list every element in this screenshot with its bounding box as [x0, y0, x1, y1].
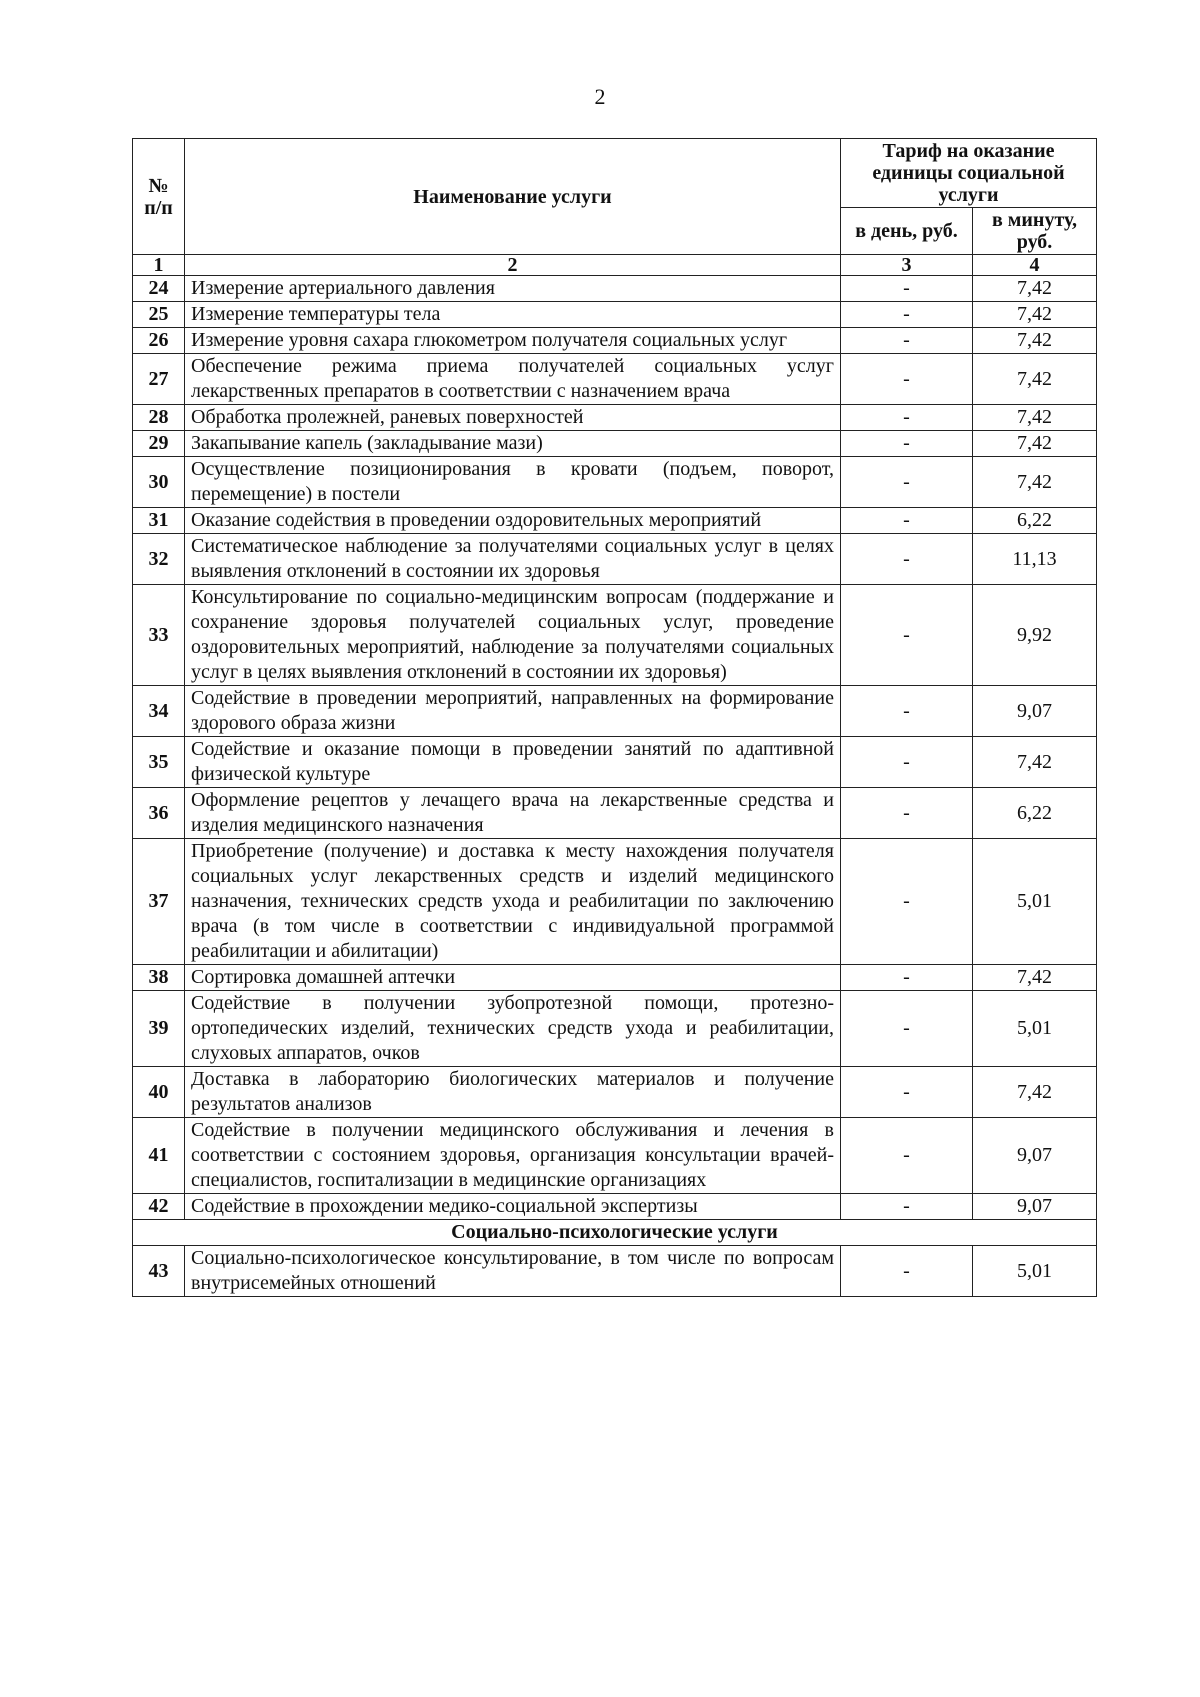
- tariff-per-minute: 7,42: [973, 737, 1097, 788]
- tariff-per-day: -: [841, 965, 973, 991]
- service-name: Измерение артериального давления: [185, 276, 841, 302]
- tariff-per-minute: 9,07: [973, 686, 1097, 737]
- service-name: Оформление рецептов у лечащего врача на лекарственные средства и изделия медицинского назначения: [185, 788, 841, 839]
- row-number: 30: [133, 457, 185, 508]
- service-name: Осуществление позиционирования в кровати (подъем, поворот, перемещение) в постели: [185, 457, 841, 508]
- service-name: Закапывание капель (закладывание мази): [185, 431, 841, 457]
- tariff-per-minute: 5,01: [973, 1246, 1097, 1297]
- tariff-per-day: -: [841, 991, 973, 1067]
- tariff-per-minute: 7,42: [973, 965, 1097, 991]
- table-row: [133, 991, 1097, 1067]
- tariff-per-minute: 7,42: [973, 328, 1097, 354]
- header-per-day: в день, руб.: [841, 208, 973, 255]
- table-row: [133, 1118, 1097, 1194]
- service-name: Обеспечение режима приема получателей социальных услуг лекарственных препаратов в соответствии с назначением врача: [185, 354, 841, 405]
- table-row: [133, 457, 1097, 508]
- tariff-per-minute: 9,92: [973, 585, 1097, 686]
- table-row: [133, 1246, 1097, 1297]
- row-number: 32: [133, 534, 185, 585]
- tariff-per-minute: 6,22: [973, 788, 1097, 839]
- tariff-table: [132, 138, 1097, 1297]
- tariff-per-day: -: [841, 737, 973, 788]
- column-number: 3: [841, 255, 973, 276]
- column-number: 1: [133, 255, 185, 276]
- tariff-per-day: -: [841, 1067, 973, 1118]
- page-number: 2: [594, 84, 606, 109]
- tariff-per-day: -: [841, 686, 973, 737]
- tariff-per-day: -: [841, 276, 973, 302]
- table-row: [133, 431, 1097, 457]
- tariff-per-minute: 7,42: [973, 276, 1097, 302]
- row-number: 28: [133, 405, 185, 431]
- section-body: [133, 1220, 1097, 1246]
- tariff-per-minute: 7,42: [973, 302, 1097, 328]
- table-row: [133, 686, 1097, 737]
- section-title: Социально-психологические услуги: [133, 1220, 1097, 1246]
- table-row: [133, 276, 1097, 302]
- row-number: 37: [133, 839, 185, 965]
- tariff-per-minute: 11,13: [973, 534, 1097, 585]
- table-row: [133, 585, 1097, 686]
- row-number: 26: [133, 328, 185, 354]
- table-row: [133, 328, 1097, 354]
- service-name: Содействие в проведении мероприятий, направленных на формирование здорового образа жизни: [185, 686, 841, 737]
- tariff-per-minute: 7,42: [973, 457, 1097, 508]
- table-row: [133, 737, 1097, 788]
- row-number: 40: [133, 1067, 185, 1118]
- service-name: Доставка в лабораторию биологических материалов и получение результатов анализов: [185, 1067, 841, 1118]
- tariff-per-day: -: [841, 1246, 973, 1297]
- row-number: 43: [133, 1246, 185, 1297]
- service-name: Обработка пролежней, раневых поверхностей: [185, 405, 841, 431]
- tariff-per-day: -: [841, 585, 973, 686]
- row-number: 36: [133, 788, 185, 839]
- tariff-per-minute: 7,42: [973, 354, 1097, 405]
- table-body: [133, 276, 1097, 1220]
- section-rows: [133, 1246, 1097, 1297]
- header-name: Наименование услуги: [185, 139, 841, 255]
- service-name: Социально-психологическое консультирование, в том числе по вопросам внутрисемейных отношений: [185, 1246, 841, 1297]
- table-row: [133, 405, 1097, 431]
- column-number: 4: [973, 255, 1097, 276]
- service-name: Содействие в получении зубопротезной помощи, протезно-ортопедических изделий, технических средств ухода и реабилитации, слуховых аппаратов, очков: [185, 991, 841, 1067]
- tariff-per-day: -: [841, 1194, 973, 1220]
- tariff-per-minute: 5,01: [973, 991, 1097, 1067]
- tariff-per-minute: 7,42: [973, 405, 1097, 431]
- table-row: [133, 839, 1097, 965]
- service-name: Консультирование по социально-медицинским вопросам (поддержание и сохранение здоровья получателей социальных услуг, проведение оздоровительных мероприятий, наблюдение за получателями социальных услуг в целях выявления отклонений в состоянии их здоровья): [185, 585, 841, 686]
- row-number: 35: [133, 737, 185, 788]
- row-number: 24: [133, 276, 185, 302]
- tariff-per-day: -: [841, 431, 973, 457]
- row-number: 31: [133, 508, 185, 534]
- column-numbers-row: [133, 255, 1097, 276]
- row-number: 33: [133, 585, 185, 686]
- tariff-per-day: -: [841, 839, 973, 965]
- header-per-minute: в минуту, руб.: [973, 208, 1097, 255]
- header-tariff: Тариф на оказание единицы социальной услуги: [841, 139, 1097, 208]
- service-name: Содействие в прохождении медико-социальной экспертизы: [185, 1194, 841, 1220]
- table-row: [133, 302, 1097, 328]
- service-name: Содействие и оказание помощи в проведении занятий по адаптивной физической культуре: [185, 737, 841, 788]
- tariff-per-minute: 9,07: [973, 1194, 1097, 1220]
- tariff-per-minute: 7,42: [973, 1067, 1097, 1118]
- table-row: [133, 508, 1097, 534]
- service-name: Систематическое наблюдение за получателями социальных услуг в целях выявления отклонений в состоянии их здоровья: [185, 534, 841, 585]
- tariff-per-minute: 5,01: [973, 839, 1097, 965]
- service-name: Содействие в получении медицинского обслуживания и лечения в соответствии с состоянием здоровья, организация консультации врачей-специалистов, госпитализации в медицинские организациях: [185, 1118, 841, 1194]
- tariff-per-day: -: [841, 457, 973, 508]
- service-name: Приобретение (получение) и доставка к месту нахождения получателя социальных услуг лекарственных средств и изделий медицинского назначения, технических средств ухода и реабилитации по заключению врача (в том числе в соответствии с индивидуальной программой реабилитации и абилитации): [185, 839, 841, 965]
- column-number: 2: [185, 255, 841, 276]
- tariff-per-day: -: [841, 508, 973, 534]
- table-row: [133, 965, 1097, 991]
- table-row: [133, 1194, 1097, 1220]
- section-row: [133, 1220, 1097, 1246]
- table-row: [133, 534, 1097, 585]
- table-row: [133, 1067, 1097, 1118]
- header-num: № п/п: [133, 139, 185, 255]
- tariff-per-day: -: [841, 534, 973, 585]
- service-name: Измерение температуры тела: [185, 302, 841, 328]
- tariff-per-day: -: [841, 302, 973, 328]
- row-number: 42: [133, 1194, 185, 1220]
- row-number: 34: [133, 686, 185, 737]
- service-name: Измерение уровня сахара глюкометром получателя социальных услуг: [185, 328, 841, 354]
- tariff-per-day: -: [841, 1118, 973, 1194]
- table-row: [133, 354, 1097, 405]
- tariff-per-day: -: [841, 354, 973, 405]
- service-name: Сортировка домашней аптечки: [185, 965, 841, 991]
- tariff-per-minute: 9,07: [973, 1118, 1097, 1194]
- tariff-per-minute: 7,42: [973, 431, 1097, 457]
- table-row: [133, 788, 1097, 839]
- row-number: 27: [133, 354, 185, 405]
- row-number: 25: [133, 302, 185, 328]
- tariff-per-minute: 6,22: [973, 508, 1097, 534]
- row-number: 29: [133, 431, 185, 457]
- row-number: 39: [133, 991, 185, 1067]
- header-row: [133, 139, 1097, 208]
- service-name: Оказание содействия в проведении оздоровительных мероприятий: [185, 508, 841, 534]
- row-number: 38: [133, 965, 185, 991]
- tariff-per-day: -: [841, 788, 973, 839]
- tariff-per-day: -: [841, 405, 973, 431]
- row-number: 41: [133, 1118, 185, 1194]
- tariff-per-day: -: [841, 328, 973, 354]
